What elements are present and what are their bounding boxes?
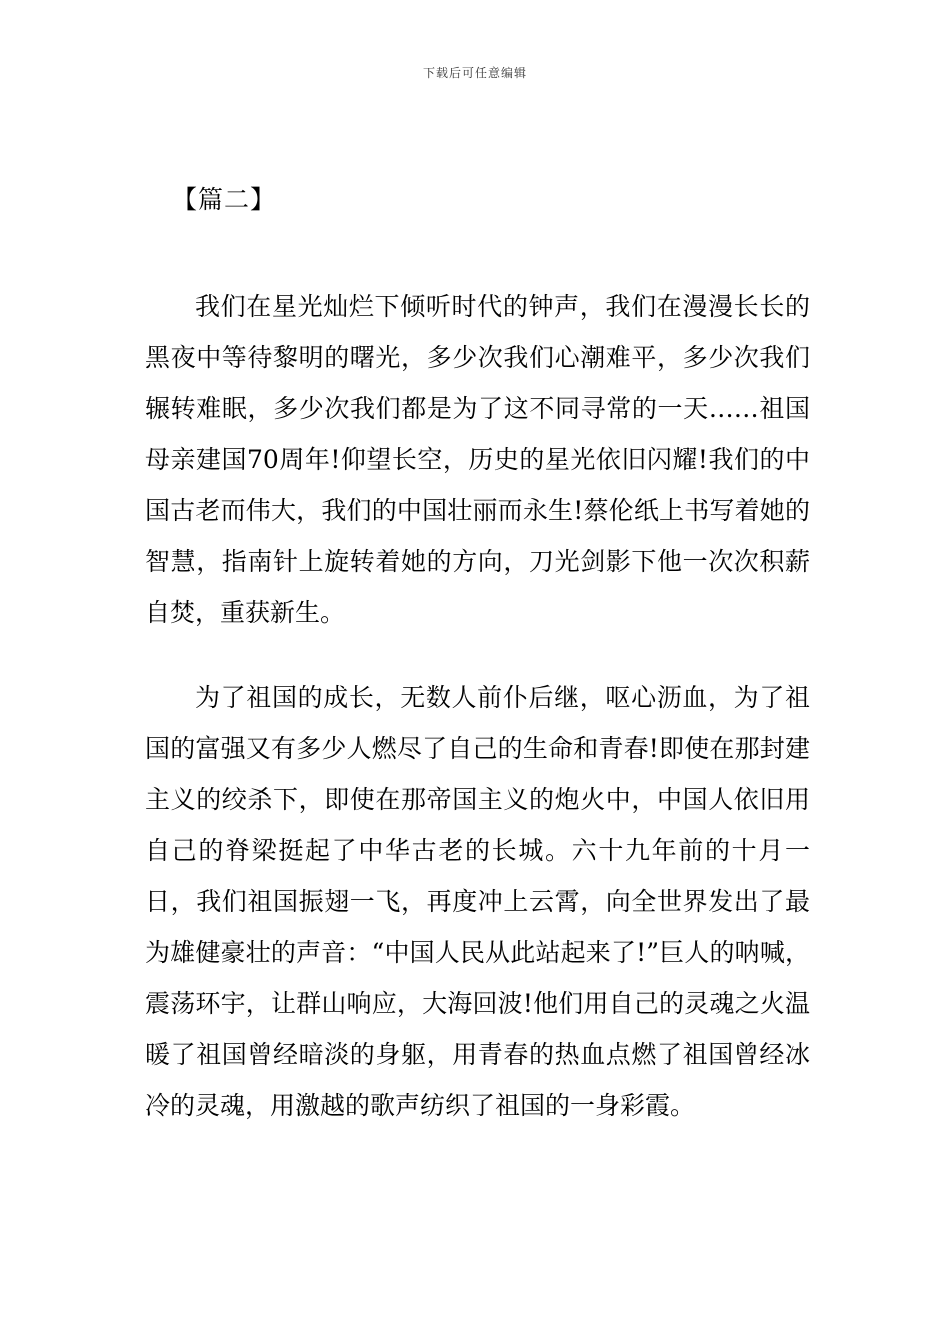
section-title: 【篇二】 bbox=[172, 185, 277, 214]
paragraph-2: 为了祖国的成长，无数人前仆后继，呕心沥血，为了祖国的富强又有多少人燃尽了自己的生命和青春!即使在那封建主义的绞杀下，即使在那帝国主义的炮火中，中国人依旧用自己的脊梁挺起了中华古老的长城。六十九年前的十月一日，我们祖国振翅一飞，再度冲上云霄，向全世界发出了最为雄健豪壮的声音：“中国人民从此站起来了!”巨人的呐喊，震荡环宇，让群山响应，大海回波!他们用自己的灵魂之火温暖了祖国曾经暗淡的身躯，用青春的热血点燃了祖国曾经冰冷的灵魂，用激越的歌声纺织了祖国的一身彩霞。 bbox=[145, 683, 810, 1120]
paragraph-1: 我们在星光灿烂下倾听时代的钟声，我们在漫漫长长的黑夜中等待黎明的曙光，多少次我们心潮难平，多少次我们辗转难眠，多少次我们都是为了这不同寻常的一天……祖国母亲建国70周年!仰望长空，历史的星光依旧闪耀!我们的中国古老而伟大，我们的中国壮丽而永生!蔡伦纸上书写着她的智慧，指南针上旋转着她的方向，刀光剑影下他一次次积薪自焚，重获新生。 bbox=[145, 292, 810, 627]
header-note: 下载后可任意编辑 bbox=[422, 66, 527, 80]
